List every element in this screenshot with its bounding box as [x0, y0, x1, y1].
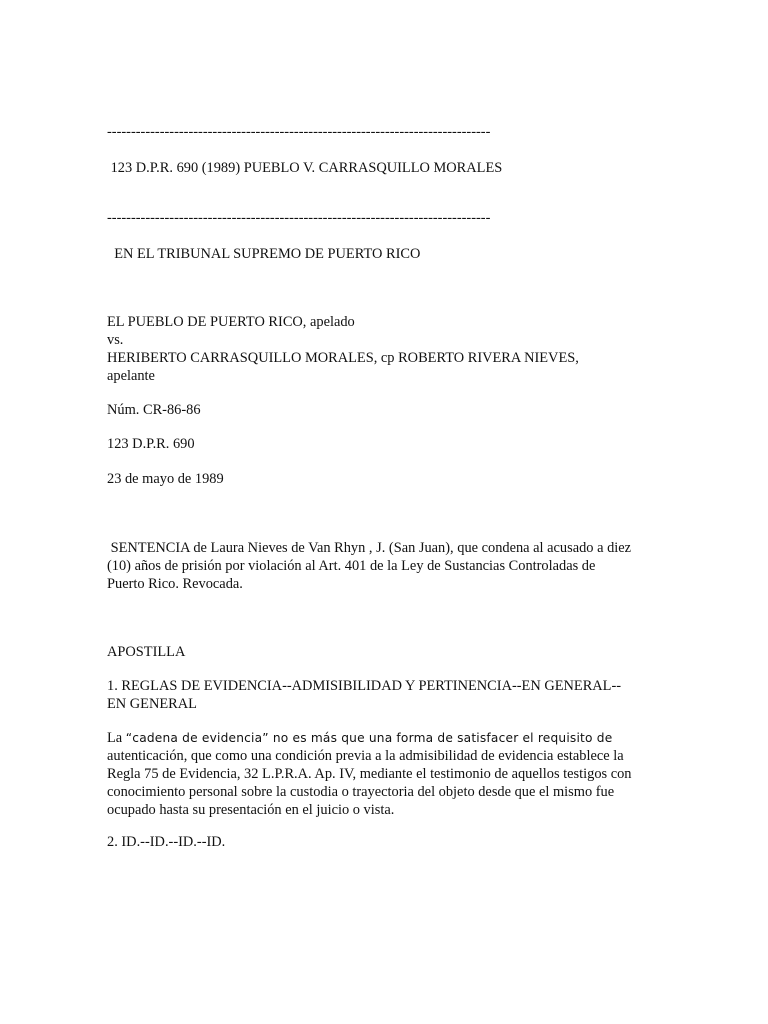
paragraph-line: autenticación, que como una condición previa a la admisibilidad de evidencia establece la — [107, 748, 624, 764]
parties-block — [107, 313, 677, 385]
versus: vs. — [107, 332, 124, 348]
paragraph-sans-text: “cadena de evidencia” no es más que una forma de satisfacer el requisito de — [125, 731, 613, 745]
paragraph-1 — [107, 729, 677, 819]
appellee: EL PUEBLO DE PUERTO RICO, apelado — [107, 314, 355, 330]
apostilla-heading: APOSTILLA — [107, 644, 186, 660]
sentencia-line: Puerto Rico. Revocada. — [107, 576, 243, 592]
decision-date: 23 de mayo de 1989 — [107, 471, 224, 487]
paragraph-line — [107, 729, 677, 747]
appellant-line: apelante — [107, 368, 155, 384]
sentencia-paragraph — [107, 539, 677, 593]
paragraph-prefix: La — [107, 730, 126, 746]
paragraph-line: Regla 75 de Evidencia, 32 L.P.R.A. Ap. IV, mediante el testimonio de aquellos testigos con — [107, 766, 632, 782]
citation-title: 123 D.P.R. 690 (1989) PUEBLO V. CARRASQUILLO MORALES — [107, 160, 503, 176]
point-heading-line: EN GENERAL — [107, 696, 197, 712]
court-name: EN EL TRIBUNAL SUPREMO DE PUERTO RICO — [107, 246, 421, 262]
reporter-citation: 123 D.P.R. 690 — [107, 436, 195, 452]
separator-line: -------------------------------------------------------------------------------- — [107, 210, 491, 226]
sentencia-line: SENTENCIA de Laura Nieves de Van Rhyn , J. (San Juan), que condena al acusado a diez — [107, 540, 632, 556]
paragraph-line: conocimiento personal sobre la custodia o trayectoria del objeto desde que el mismo fue — [107, 784, 615, 800]
point-1-heading — [107, 677, 677, 713]
sentencia-line: (10) años de prisión por violación al Art. 401 de la Ley de Sustancias Controladas de — [107, 558, 596, 574]
appellant-line: HERIBERTO CARRASQUILLO MORALES, cp ROBERTO RIVERA NIEVES, — [107, 350, 579, 366]
case-number: Núm. CR-86-86 — [107, 402, 201, 418]
point-2-heading: 2. ID.--ID.--ID.--ID. — [107, 834, 226, 850]
separator-line: -------------------------------------------------------------------------------- — [107, 124, 491, 140]
paragraph-line: ocupado hasta su presentación en el juicio o vista. — [107, 802, 395, 818]
point-heading-line: 1. REGLAS DE EVIDENCIA--ADMISIBILIDAD Y PERTINENCIA--EN GENERAL-- — [107, 678, 622, 694]
